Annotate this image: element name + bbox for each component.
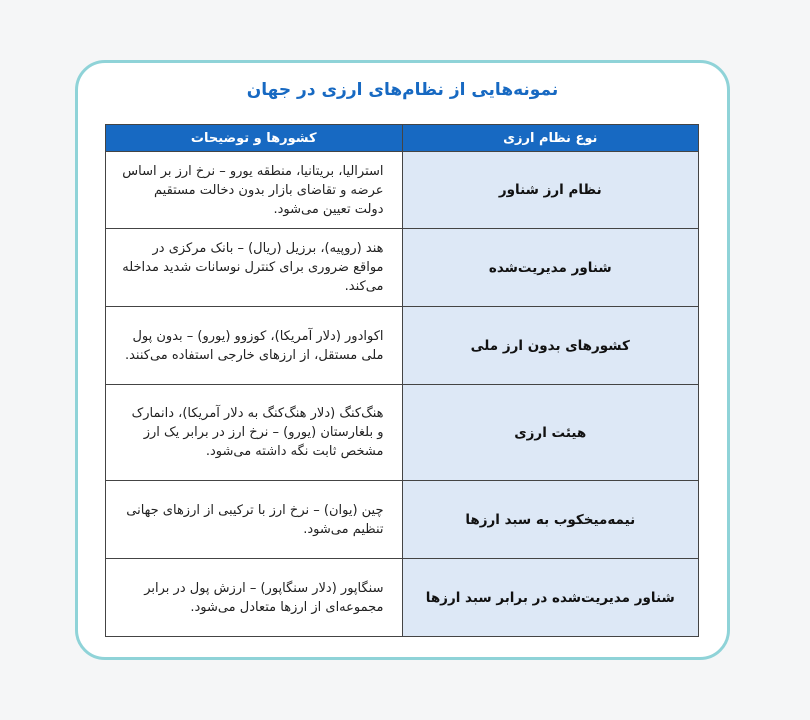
header-countries-description: کشورها و توضیحات	[106, 125, 403, 152]
page-title: نمونه‌هایی از نظام‌های ارزی در جهان	[246, 80, 559, 100]
description-cell: اکوادور (دلار آمریکا)، کوزوو (یورو) – بدون پول ملی مستقل، از ارزهای خارجی استفاده می‌کنند.	[106, 307, 403, 385]
description-cell: هنگ‌کنگ (دلار هنگ‌کنگ به دلار آمریکا)، دانمارک و بلغارستان (یورو) – نرخ ارز در برابر یک ارز مشخص ثابت نگه داشته می‌شود.	[106, 385, 403, 481]
exchange-systems-table	[105, 124, 699, 637]
table-row	[106, 481, 699, 559]
table-row	[106, 229, 699, 307]
system-type-cell: نیمه‌میخکوب به سبد ارزها	[402, 481, 699, 559]
table-row	[106, 307, 699, 385]
description-cell: سنگاپور (دلار سنگاپور) – ارزش پول در برابر مجموعه‌ای از ارزها متعادل می‌شود.	[106, 559, 403, 637]
table-header-row	[106, 125, 699, 152]
header-system-type: نوع نظام ارزی	[402, 125, 699, 152]
description-cell: هند (روپیه)، برزیل (ریال) – بانک مرکزی در مواقع ضروری برای کنترل نوسانات شدید مداخله می‌کند.	[106, 229, 403, 307]
table-row	[106, 385, 699, 481]
system-type-cell: هیئت ارزی	[402, 385, 699, 481]
description-cell: استرالیا، بریتانیا، منطقه یورو – نرخ ارز بر اساس عرضه و تقاضای بازار بدون دخالت مستقیم دولت تعیین می‌شود.	[106, 152, 403, 229]
content-card	[75, 60, 730, 660]
system-type-cell: شناور مدیریت‌شده در برابر سبد ارزها	[402, 559, 699, 637]
system-type-cell: شناور مدیریت‌شده	[402, 229, 699, 307]
system-type-cell: کشورهای بدون ارز ملی	[402, 307, 699, 385]
table-row	[106, 152, 699, 229]
system-type-cell: نظام ارز شناور	[402, 152, 699, 229]
description-cell: چین (یوان) – نرخ ارز با ترکیبی از ارزهای جهانی تنظیم می‌شود.	[106, 481, 403, 559]
table-row	[106, 559, 699, 637]
